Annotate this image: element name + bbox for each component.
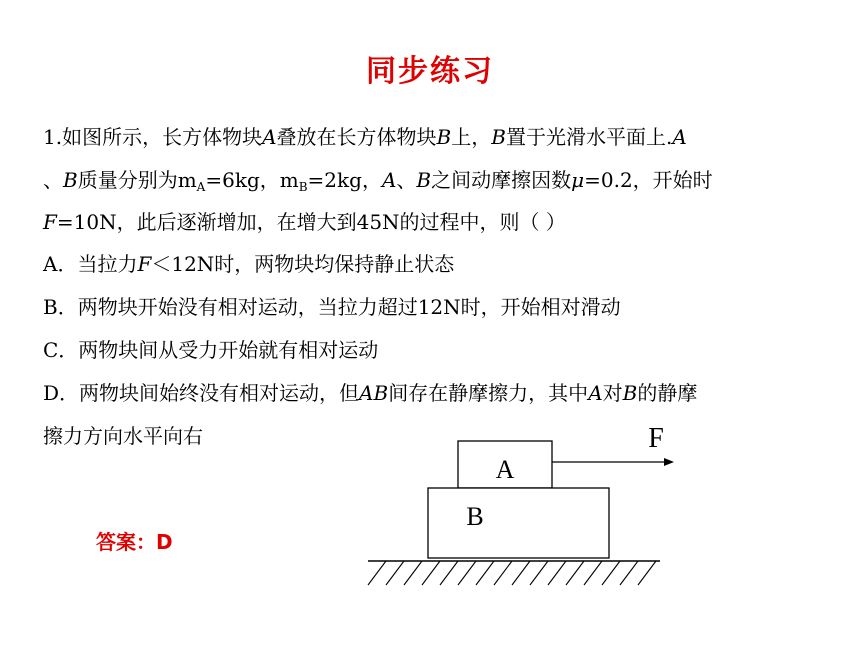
text: 间存在静摩擦力，其中	[388, 381, 589, 405]
var-f: F	[43, 210, 57, 234]
var-b: B	[622, 381, 638, 405]
option-a	[43, 254, 454, 274]
text: 置于光滑水平面上.	[505, 125, 673, 149]
ground-hatching	[368, 561, 656, 585]
force-label: F	[648, 423, 664, 454]
block-a-label: A	[495, 455, 515, 484]
var-b: B	[416, 168, 432, 192]
force-arrowhead	[664, 458, 674, 466]
text: 之间动摩擦因数	[431, 168, 572, 192]
var-b: B	[63, 168, 78, 192]
var-a: A	[262, 125, 277, 149]
subscript-b: B	[298, 180, 308, 194]
text: ＜12N时，两物块均保持静止状态	[151, 252, 455, 276]
subscript-a: A	[196, 180, 206, 194]
text: 质量分别为m	[77, 168, 197, 192]
var-f: F	[137, 252, 152, 276]
text: 对	[602, 381, 623, 405]
text: 的静摩	[637, 381, 698, 405]
question-line-1	[43, 127, 687, 147]
var-ab: AB	[359, 381, 389, 405]
text: 1.如图所示，长方体物块	[43, 125, 263, 149]
text: D．两物块间始终没有相对运动，但	[43, 381, 360, 405]
option-c: C．两物块间从受力开始就有相对运动	[43, 338, 379, 362]
block-b-label: B	[466, 502, 484, 531]
text: =10N，此后逐渐增加，在增大到45N的过程中，则（ ）	[56, 210, 566, 234]
text: 上，	[451, 125, 492, 149]
option-d-continued: 擦力方向水平向右	[43, 424, 203, 448]
option-b: B．两物块开始没有相对运动，当拉力超过12N时，开始相对滑动	[43, 295, 621, 319]
question-line-3	[43, 212, 566, 232]
block-b	[428, 488, 609, 558]
text: =6kg，m	[205, 168, 299, 192]
var-a: A	[381, 168, 397, 192]
var-a: A	[588, 381, 603, 405]
text: =0.2，开始时	[584, 168, 713, 192]
answer-text: 答案：D	[96, 530, 173, 554]
text: =2kg，	[307, 168, 382, 192]
physics-diagram	[360, 415, 680, 595]
page-title: 同步练习	[366, 54, 494, 89]
text: A．当拉力	[43, 252, 138, 276]
text: 叠放在长方体物块	[276, 125, 437, 149]
option-d	[43, 383, 697, 403]
var-b: B	[491, 125, 506, 149]
var-mu: μ	[571, 168, 585, 192]
text: 、	[43, 168, 63, 192]
var-b: B	[436, 125, 452, 149]
var-a: A	[672, 125, 687, 149]
text: 、	[396, 168, 417, 192]
question-line-2	[43, 170, 713, 193]
